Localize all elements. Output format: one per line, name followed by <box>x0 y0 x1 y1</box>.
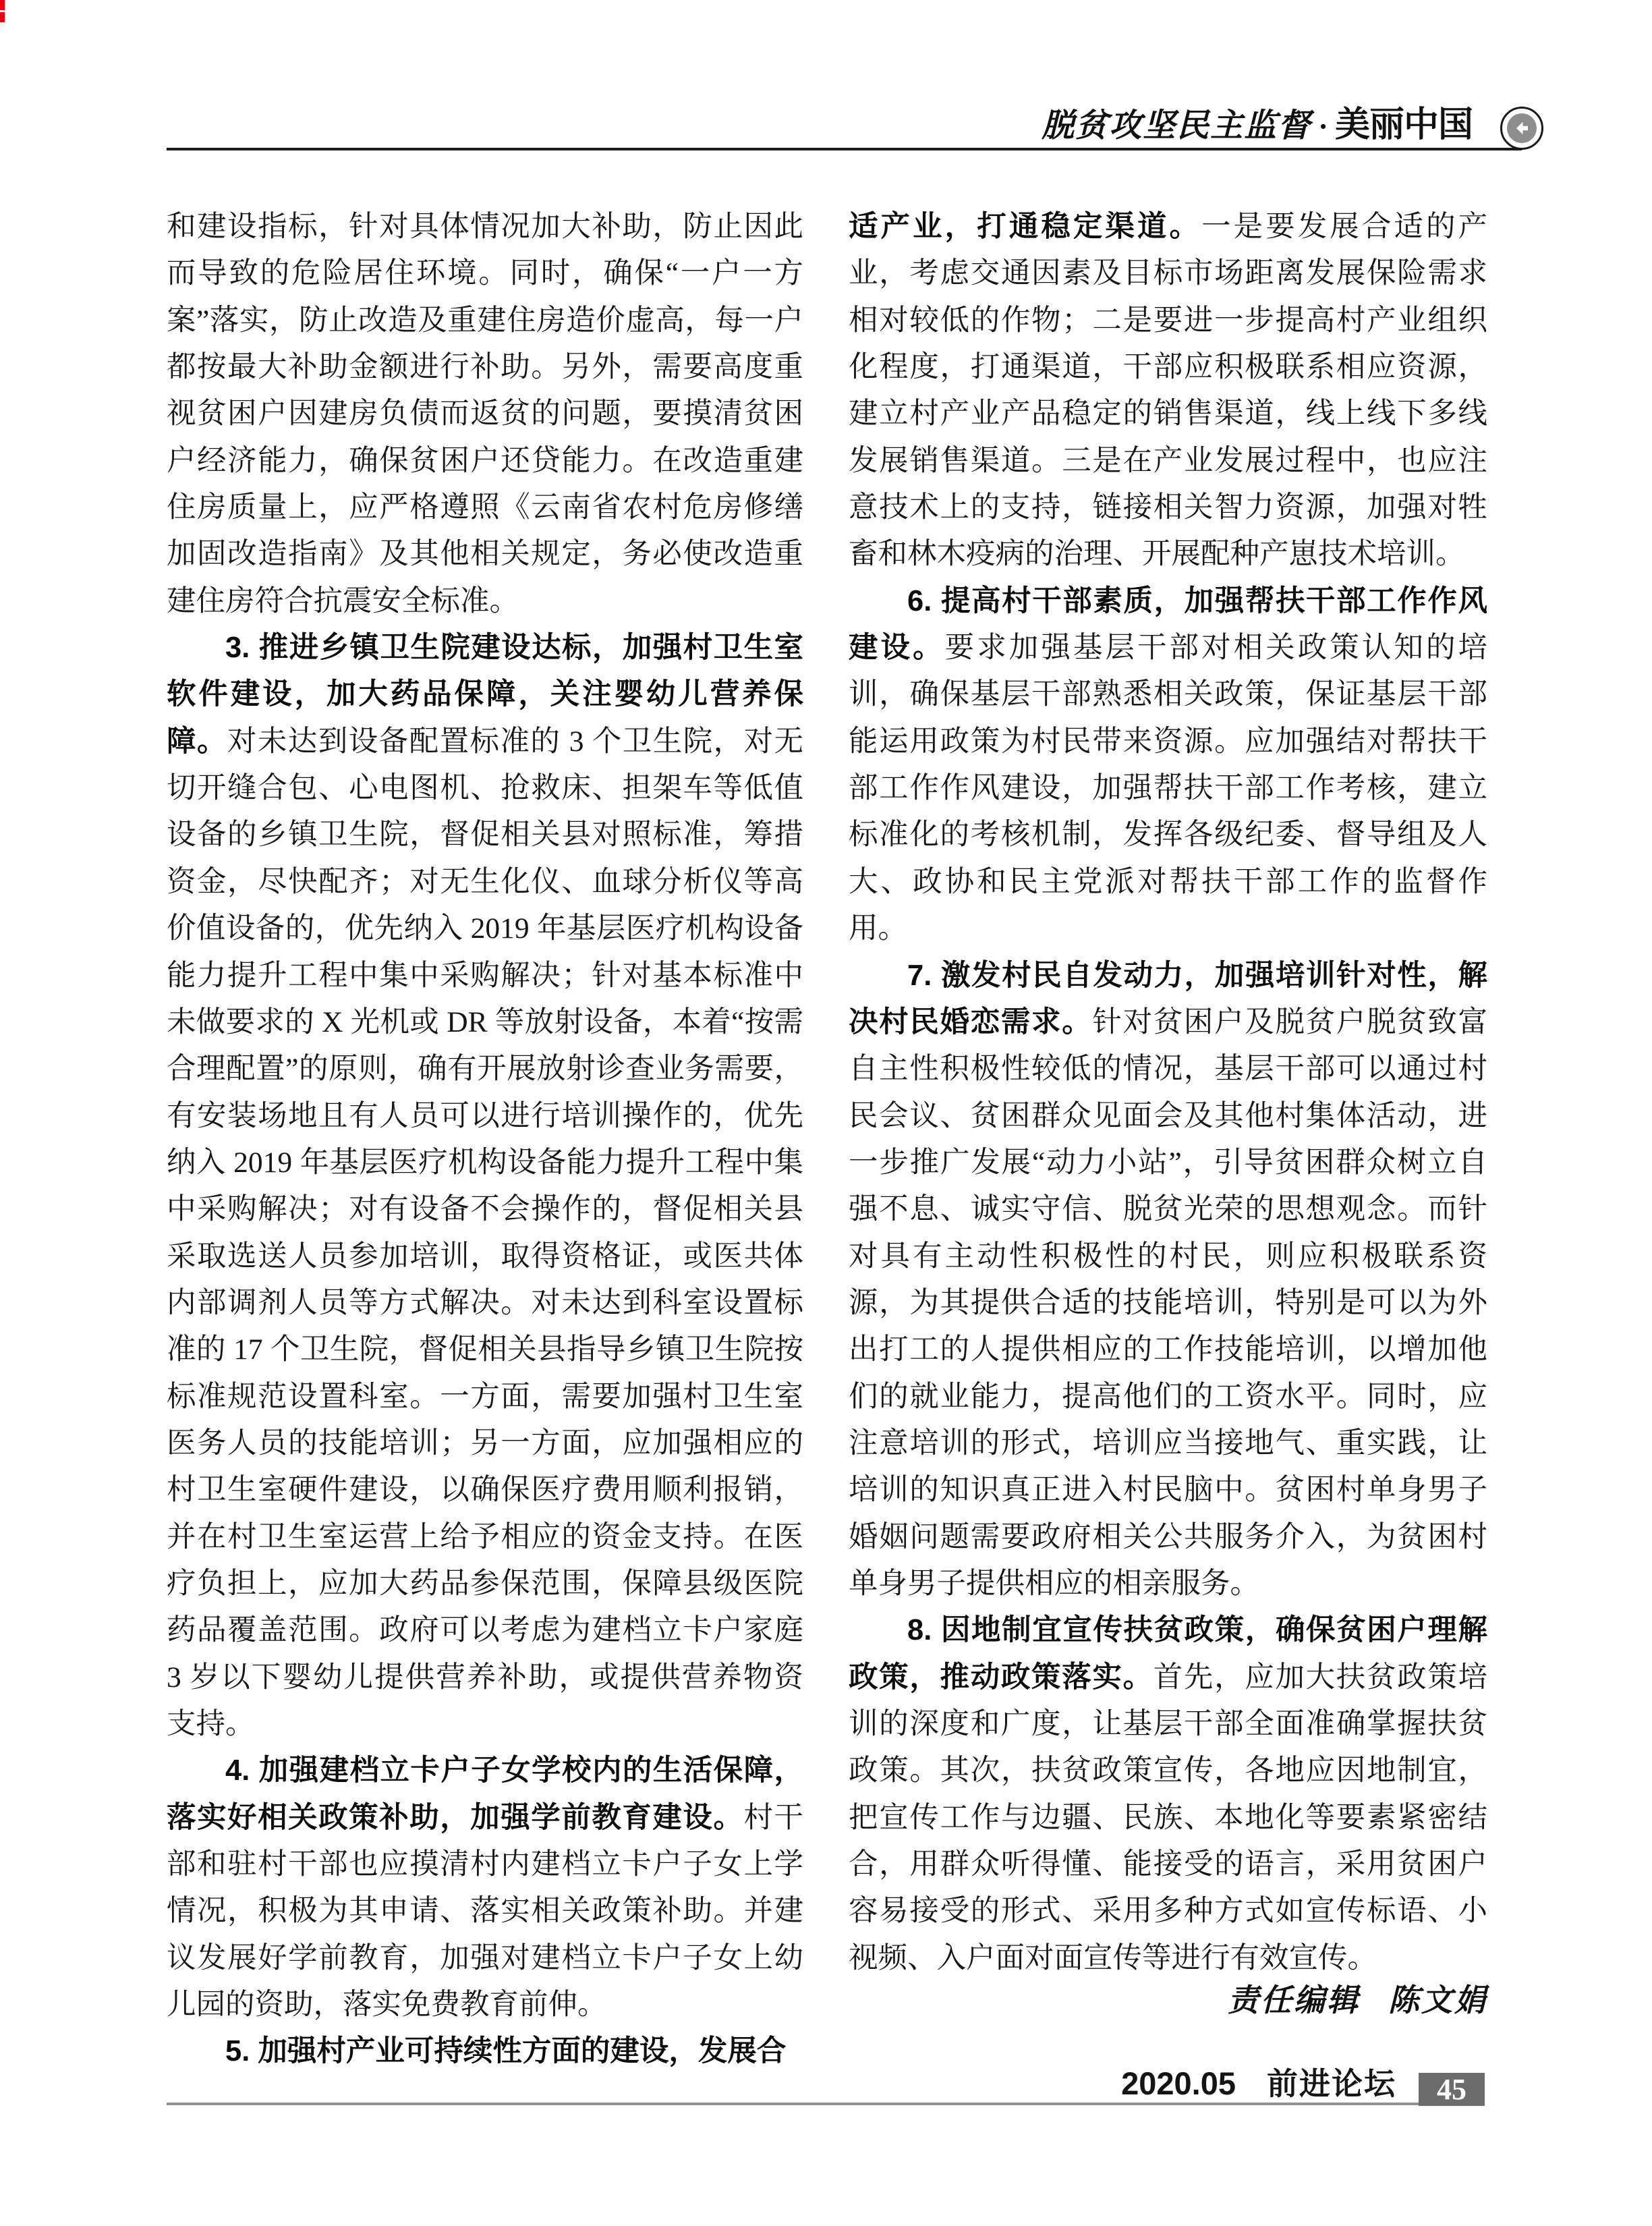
paragraph-heading-run: 6. 提高村干部素质，加强帮扶干部工作作风建设。 <box>849 584 1487 665</box>
paragraph-text-run: 对未达到设备配置标准的 3 个卫生院，对无切开缝合包、心电图机、抢救床、担架车等低值设备的乡镇卫生院，督促相关县对照标准，筹措资金，尽快配齐；对无生化仪、血球分析仪等高价值设备的，优先纳入 2019 年基层医疗机构设备能力提升工程中集中采购解决；针对基本标准中未做要求的 X 光机或 DR 等放射设备，本着“按需合理配置”的原则，确有开展放射诊查业务需要，有安装场地且有人员可以进行培训操作的，优先纳入 2019 年基层医疗机构设备能力提升工程中集中采购解决；对有设备不会操作的，督促相关县采取选送人员参加培训，取得资格证，或医共体内部调剂人员等方式解决。对未达到科室设置标准的 17 个卫生院，督促相关县指导乡镇卫生院按标准规范设置科室。一方面，需要加强村卫生室医务人员的技能培训；另一方面，应加强相应的村卫生室硬件建设，以确保医疗费用顺利报销，并在村卫生室运营上给予相应的资金支持。在医疗负担上，应加大药品参保范围，保障县级医院药品覆盖范围。政府可以考虑为建档立卡户家庭 3 岁以下婴幼儿提供营养补助，或提供营养物资支持。 <box>167 725 804 1740</box>
header-rule <box>167 148 1522 150</box>
editor-label: 责任编辑 <box>1228 1983 1360 2018</box>
paragraph <box>849 204 1487 578</box>
paragraph <box>167 1748 803 2028</box>
paragraph-text-run: 一是要发展合适的产业，考虑交通因素及目标市场距离发展保险需求相对较低的作物；二是要进一步提高村产业组织化程度，打通渠道，干部应积极联系相应资源，建立村产业产品稳定的销售渠道，线上线下多线发展销售渠道。三是在产业发展过程中，也应注意技术上的支持，链接相关智力资源，加强对牲畜和林木疫病的治理、开展配种产崽技术培训。 <box>849 211 1488 571</box>
paragraph-text-run: 和建设指标，针对具体情况加大补助，防止因此而导致的危险居住环境。同时，确保“一户一方案”落实，防止改造及重建住房造价虚高，每一户都按最大补助金额进行补助。另外，需要高度重视贫困户因建房负债而返贫的问题，要摸清贫困户经济能力，确保贫困户还贷能力。在改造重建住房质量上，应严格遵照《云南省农村危房修缮加固改造指南》及其他相关规定，务必使改造重建住房符合抗震安全标准。 <box>167 211 803 617</box>
page-number-badge: 45 <box>1419 2073 1485 2106</box>
paragraph-text-run: 村干部和驻村干部也应摸清村内建档立卡户子女上学情况，积极为其申请、落实相关政策补助。并建议发展好学前教育，加强对建档立卡户子女上幼儿园的资助，落实免费教育前伸。 <box>167 1801 804 2022</box>
paragraph-heading-run: 8. 因地制宜宣传扶贫政策，确保贫困户理解政策，推动政策落实。 <box>849 1614 1487 1694</box>
registration-mark-top <box>0 0 5 10</box>
paragraph-text-run: 针对贫困户及脱贫户脱贫致富自主性积极性较低的情况，基层干部可以通过村民会议、贫困群众见面会及其他村集体活动，进一步推广发展“动力小站”，引导贫困群众树立自强不息、诚实守信、脱贫光荣的思想观念。而针对具有主动性积极性的村民，则应积极联系资源，为其提供合适的技能培训，特别是可以为外出打工的人提供相应的工作技能培训，以增加他们的就业能力，提高他们的工资水平。同时，应注意培训的形式，培训应当接地气、重实践，让培训的知识真正进入村民脑中。贫困村单身男子婚姻问题需要政府相关公共服务介入，为贫困村单身男子提供相应的相亲服务。 <box>849 1005 1488 1600</box>
arrow-left-circle-icon <box>1500 107 1543 150</box>
paragraph-text-run: 要求加强基层干部对相关政策认知的培训，确保基层干部熟悉相关政策，保证基层干部能运用政策为村民带来资源。应加强结对帮扶干部工作作风建设，加强帮扶干部工作考核，建立标准化的考核机制，发挥各级纪委、督导组及人大、政协和民主党派对帮扶干部工作的监督作用。 <box>849 632 1488 945</box>
header-separator-dot: · <box>1318 110 1328 143</box>
arrow-left-icon <box>1507 113 1537 143</box>
paragraph <box>849 1607 1487 1982</box>
paragraph <box>167 2028 803 2075</box>
editor-credit <box>1228 1976 1487 2020</box>
editor-name: 陈文娟 <box>1388 1983 1487 2018</box>
column-brand-title: 美丽中国 <box>1334 105 1473 144</box>
paragraph <box>167 625 803 1748</box>
paragraph <box>167 204 803 625</box>
footer-rule <box>167 2103 1419 2105</box>
paragraph-heading-run: 4. 加强建档立卡户子女学校内的生活保障，落实好相关政策补助，加强学前教育建设。 <box>167 1754 803 1834</box>
page-footer <box>1121 2066 1396 2101</box>
footer-journal-title: 前进论坛 <box>1267 2067 1396 2101</box>
paragraph <box>849 578 1487 953</box>
section-title: 脱贫攻坚民主监督 <box>1042 108 1312 144</box>
paragraph-heading-run: 7. 激发村民自发动力，加强培训针对性，解决村民婚恋需求。 <box>849 959 1487 1038</box>
right-column <box>849 204 1487 1982</box>
paragraph-text-run: 首先，应加大扶贫政策培训的深度和广度，让基层干部全面准确掌握扶贫政策。其次，扶贫政策宣传，各地应因地制宜，把宣传工作与边疆、民族、本地化等要素紧密结合，用群众听得懂、能接受的语言，采用贫困户容易接受的形式、采用多种方式如宣传标语、小视频、入户面对面宣传等进行有效宣传。 <box>849 1661 1487 1974</box>
paragraph <box>849 953 1487 1608</box>
left-column <box>167 204 803 2076</box>
paragraph-heading-run: 5. 加强村产业可持续性方面的建设，发展合 <box>225 2035 787 2068</box>
page-header <box>1042 96 1473 151</box>
paragraph-heading-run: 适产业，打通稳定渠道。 <box>849 211 1202 243</box>
paragraph-heading-run: 3. 推进乡镇卫生院建设达标，加强村卫生室软件建设，加大药品保障，关注婴幼儿营养保障。 <box>167 632 803 758</box>
registration-mark-bottom <box>0 12 5 22</box>
footer-issue: 2020.05 <box>1121 2065 1236 2101</box>
